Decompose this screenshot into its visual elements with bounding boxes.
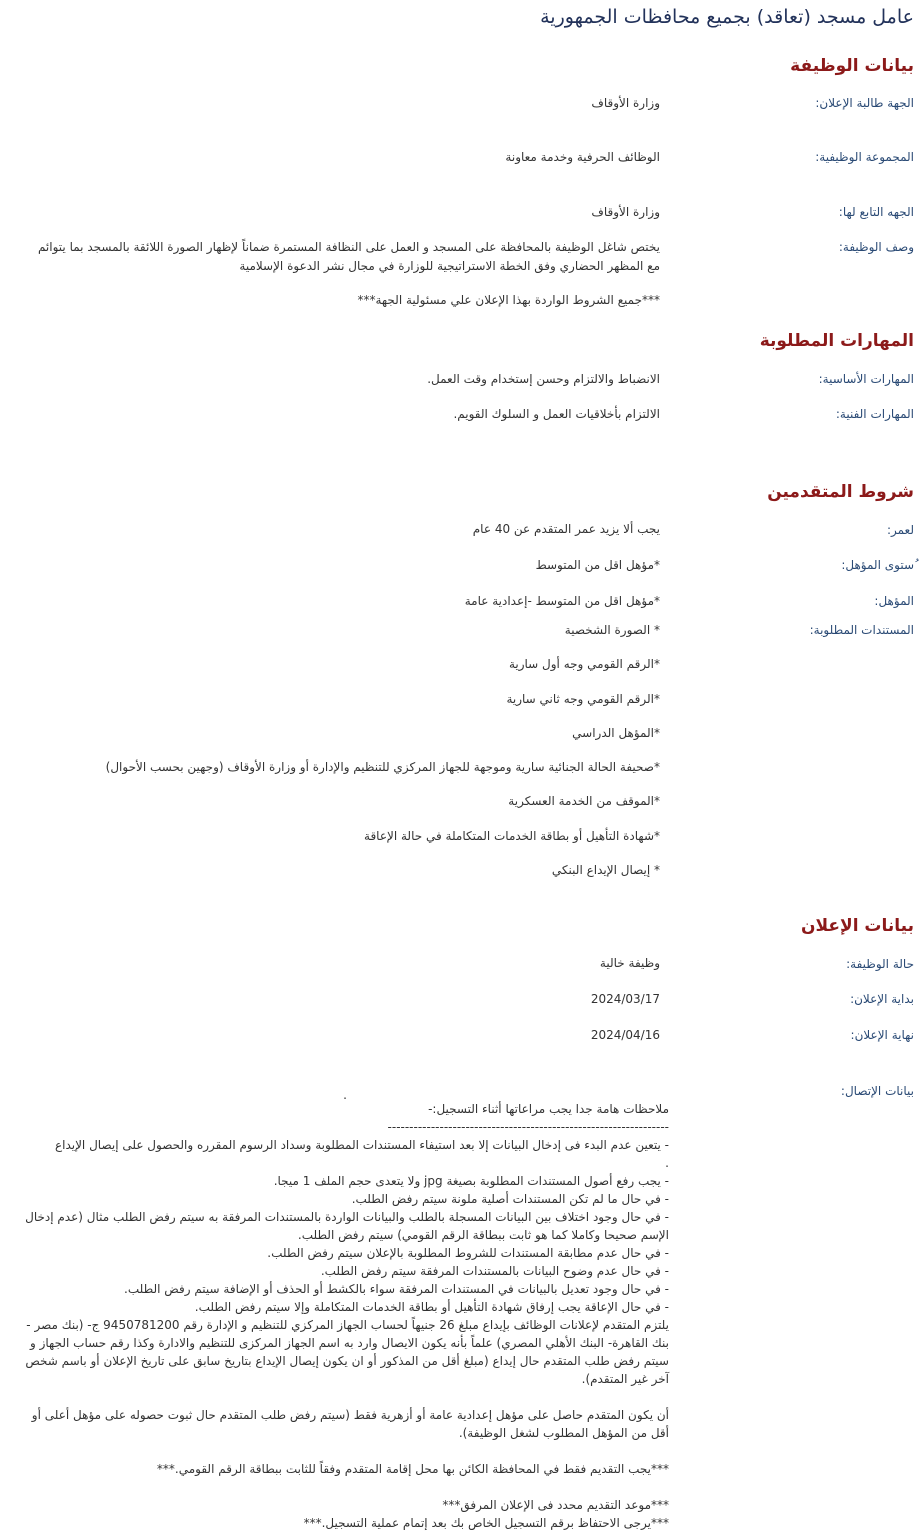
job-status-label: حالة الوظيفة: bbox=[846, 957, 914, 971]
document-item: * إيصال الإيداع البنكي bbox=[551, 863, 660, 877]
affiliated-entity-label: الجهه التابع لها: bbox=[838, 205, 914, 219]
qualification-level-label: ُستوى المؤهل: bbox=[841, 558, 914, 572]
document-item: *المؤهل الدراسي bbox=[572, 726, 660, 740]
notes-line: - في حال وجود اختلاف بين البيانات المسجلة بالطلب والبيانات الواردة بالمستندات المرفقة به سيتم رفض الطلب مثال (عدم إدخال الإسم صحيحا وكاملا كما هو ثابت ببطاقة الرقم القومي) سيتم رفض الطلب. bbox=[25, 1210, 669, 1242]
notes-divider: ----------------------------------------------------------------- bbox=[387, 1120, 669, 1134]
notes-line: ***يجب التقديم فقط في المحافظة الكائن بها محل إقامة المتقدم وفقاً للثابت ببطاقة الرقم القومي.*** bbox=[156, 1462, 669, 1476]
qualification-label: المؤهل: bbox=[874, 594, 914, 608]
qualification-level-value: *مؤهل اقل من المتوسط bbox=[535, 558, 660, 572]
basic-skills-label: المهارات الأساسية: bbox=[818, 372, 914, 386]
notes-line: - في حال وجود تعديل بالبيانات في المستندات المرفقة سواء بالكشط أو الحذف أو الإضافة سيتم رفض الطلب. bbox=[124, 1282, 669, 1296]
document-item: *شهادة التأهيل أو بطاقة الخدمات المتكاملة في حالة الإعاقة bbox=[364, 829, 660, 843]
page-title: عامل مسجد (تعاقد) بجميع محافظات الجمهورية bbox=[540, 6, 914, 28]
contact-info-label: بيانات الإتصال: bbox=[840, 1084, 914, 1098]
document-item: *الرقم القومي وجه أول سارية bbox=[508, 657, 660, 671]
document-item: *الرقم القومي وجه ثاني سارية bbox=[506, 692, 660, 706]
section-title-job-data: بيانات الوظيفة bbox=[790, 56, 914, 76]
notes-line: ***موعد التقديم محدد فى الإعلان المرفق*** bbox=[442, 1498, 669, 1512]
notes-line: - في حال الإعاقة يجب إرفاق شهادة التأهيل أو بطاقة الخدمات المتكاملة وإلا سيتم رفض الطلب. bbox=[194, 1300, 669, 1314]
job-description-value: يختص شاغل الوظيفة بالمحافظة على المسجد و العمل على النظافة المستمرة ضماناً لإظهار الصورة اللائقة بالمسجد بما يتوائم مع المظهر الحضاري وفق الخطة الاستراتيجية للوزارة في مجال نشر الدعوة الإسلامية bbox=[37, 240, 660, 273]
notes-line: . bbox=[343, 1088, 347, 1102]
notes-spacer bbox=[21, 1442, 669, 1460]
job-group-label: المجموعة الوظيفية: bbox=[815, 150, 914, 164]
announcement-start-label: بداية الإعلان: bbox=[850, 992, 914, 1006]
basic-skills-value: الانضباط والالتزام وحسن إستخدام وقت العمل. bbox=[427, 372, 660, 386]
section-title-skills: المهارات المطلوبة bbox=[759, 331, 914, 351]
notes-line: - في حال عدم مطابقة المستندات للشروط المطلوبة بالإعلان سيتم رفض الطلب. bbox=[267, 1246, 669, 1260]
technical-skills-label: المهارات الفنية: bbox=[835, 407, 914, 421]
requesting-entity-value: وزارة الأوقاف bbox=[591, 96, 660, 110]
notes-line: - يجب رفع أصول المستندات المطلوبة بصيغة jpg ولا يتعدى حجم الملف 1 ميجا. bbox=[273, 1174, 669, 1188]
section-title-applicant-conditions: شروط المتقدمين bbox=[767, 482, 914, 502]
announcement-start-value: 2024/03/17 bbox=[590, 992, 660, 1006]
responsibility-disclaimer: ***جميع الشروط الواردة بهذا الإعلان علي مسئولية الجهة*** bbox=[357, 293, 660, 307]
notes-line: . bbox=[665, 1156, 669, 1170]
notes-line: - في حال ما لم تكن المستندات أصلية ملونة سيتم رفض الطلب. bbox=[351, 1192, 669, 1206]
job-group-value: الوظائف الحرفية وخدمة معاونة bbox=[505, 150, 660, 164]
notes-line: - في حال عدم وضوح البيانات بالمستندات المرفقة سيتم رفض الطلب. bbox=[320, 1264, 669, 1278]
age-value: يجب ألا يزيد عمر المتقدم عن 40 عام bbox=[472, 522, 660, 536]
affiliated-entity-value: وزارة الأوقاف bbox=[591, 205, 660, 219]
notes-heading: ملاحظات هامة جدا يجب مراعاتها أثناء التسجيل:- bbox=[428, 1102, 669, 1116]
notes-spacer bbox=[21, 1388, 669, 1406]
notes-line: ***يرجى الاحتفاظ برقم التسجيل الخاص بك بعد إتمام عملية التسجيل.*** bbox=[303, 1516, 669, 1530]
age-label: لعمر: bbox=[886, 523, 914, 537]
technical-skills-value: الالتزام بأخلاقيات العمل و السلوك القويم. bbox=[453, 407, 660, 421]
section-title-announcement-data: بيانات الإعلان bbox=[801, 916, 914, 936]
notes-line: يلتزم المتقدم لإعلانات الوظائف بإيداع مبلغ 26 جنيهاً لحساب الجهاز المركزي للتنظيم و الإدارة رقم 9450781200 ج- (بنك مصر - بنك القاهرة- البنك الأهلي المصري) علماً بأنه يكون الايصال وارد به اسم الجهاز المركزى للتنظيم والادارة وكذا رقم حساب الجهاز و سيتم رفض طلب المتقدم حال إيداع (مبلغ أقل من المذكور أو ان يكون إيصال الإيداع بتاريخ سابق على تاريخ الإعلان أو باسم شخص آخر غير المتقدم). bbox=[25, 1318, 669, 1386]
notes-spacer bbox=[21, 1478, 669, 1496]
notes-line: أن يكون المتقدم حاصل على مؤهل إعدادية عامة أو أزهرية فقط (سيتم رفض طلب المتقدم حال ثبوت حصوله على مؤهل أعلى أو أقل من المؤهل المطلوب لشغل الوظيفة). bbox=[31, 1408, 669, 1440]
qualification-value: *مؤهل اقل من المتوسط -إعدادية عامة bbox=[464, 594, 660, 608]
job-status-value: وظيفة خالية bbox=[599, 956, 660, 970]
document-item: *الموقف من الخدمة العسكرية bbox=[508, 794, 660, 808]
announcement-end-value: 2024/04/16 bbox=[590, 1028, 660, 1042]
job-description-label: وصف الوظيفة: bbox=[838, 240, 914, 254]
document-item: *صحيفة الحالة الجنائية سارية وموجهة للجهاز المركزي للتنظيم والإدارة أو وزارة الأوقاف (وجهين بحسب الأحوال) bbox=[105, 760, 660, 774]
contact-notes bbox=[21, 1090, 669, 1532]
notes-line: - يتعين عدم البدء فى إدخال البيانات إلا بعد استيفاء المستندات المطلوبة وسداد الرسوم المقرره والحصول على إيصال الإيداع bbox=[54, 1138, 669, 1152]
document-item: * الصورة الشخصية bbox=[564, 623, 660, 637]
announcement-end-label: نهاية الإعلان: bbox=[850, 1028, 914, 1042]
requesting-entity-label: الجهة طالبة الإعلان: bbox=[815, 96, 914, 110]
required-documents-label: المستندات المطلوبة: bbox=[809, 623, 914, 637]
